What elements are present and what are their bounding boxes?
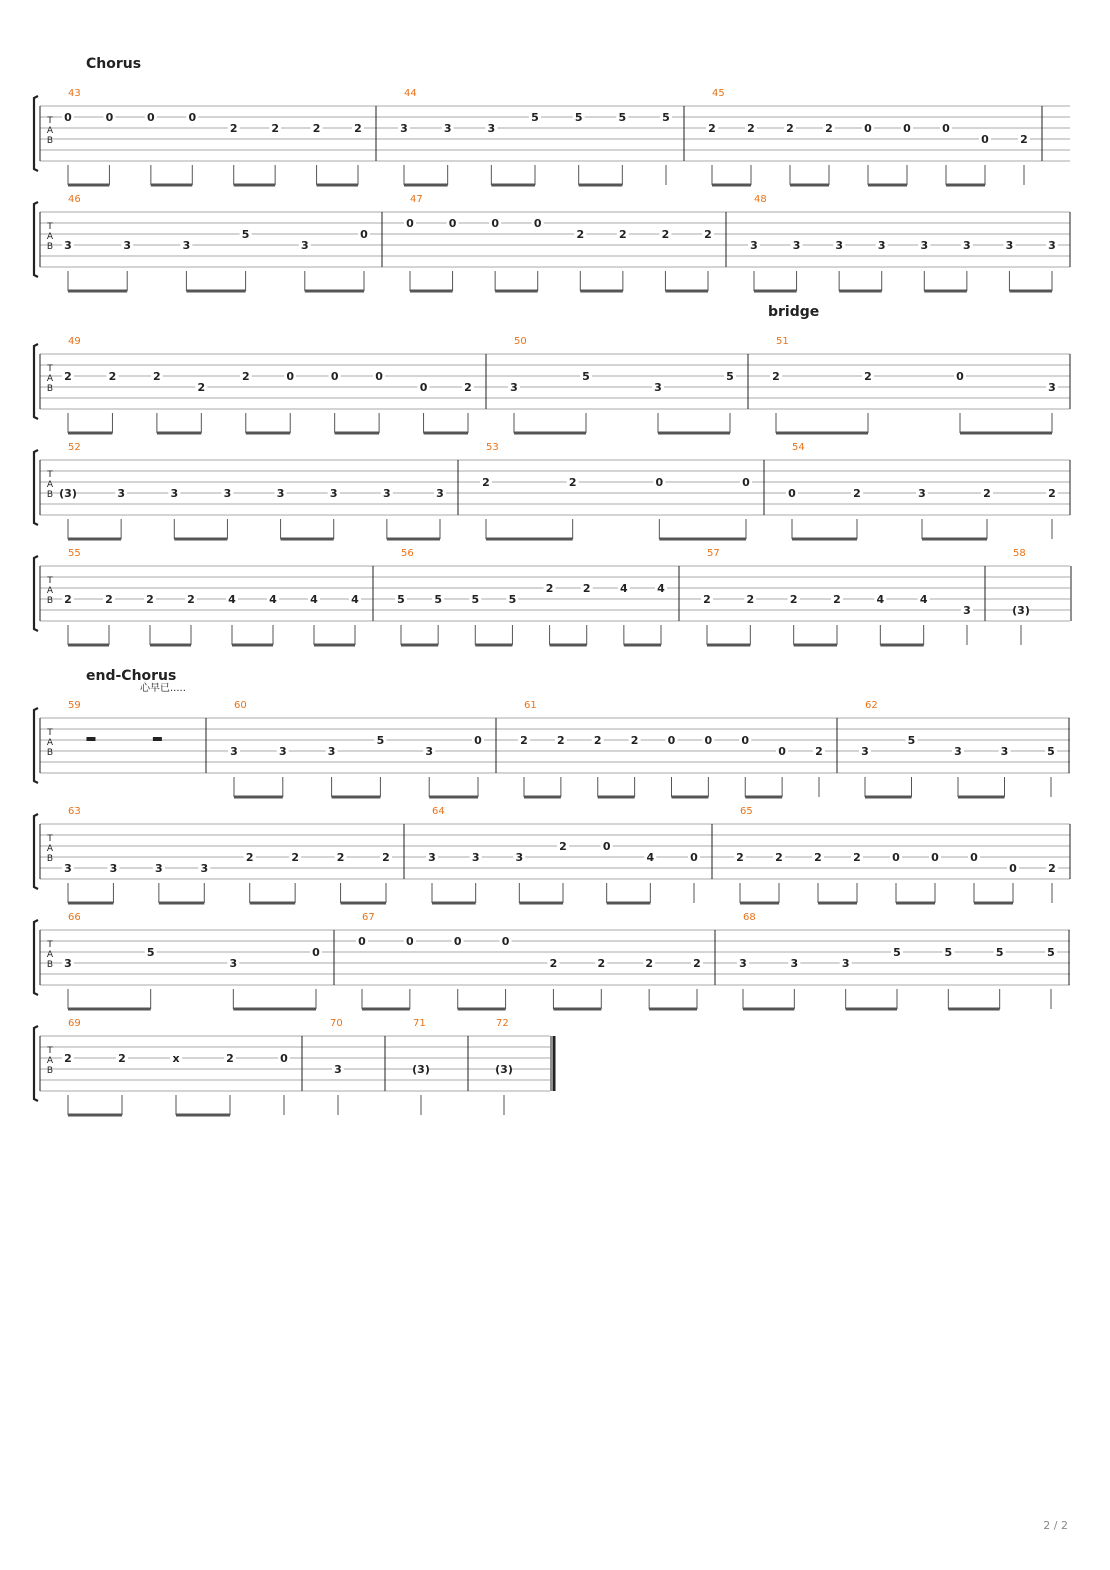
- fret-number: 5: [434, 593, 442, 606]
- fret-number: 2: [545, 582, 554, 595]
- fret-number: 2: [593, 734, 602, 747]
- fret-number: 0: [286, 370, 295, 383]
- fret-number: 2: [291, 851, 299, 864]
- fret-number: (3): [412, 1063, 430, 1076]
- fret-number: 0: [280, 1052, 288, 1065]
- fret-number: 2: [789, 593, 798, 606]
- fret-number: 4: [876, 593, 885, 606]
- fret-number: 3: [954, 745, 962, 758]
- fret-number: 0: [892, 851, 900, 864]
- fret-number: 0: [406, 217, 414, 230]
- fret-number: 2: [464, 381, 472, 394]
- fret-number: 3: [1005, 239, 1014, 252]
- fret-number: 2: [815, 745, 823, 758]
- fret-number: 2: [1048, 862, 1056, 875]
- fret-number: 0: [375, 370, 383, 383]
- measure-number: 43: [68, 88, 81, 99]
- fret-number: 2: [772, 370, 780, 383]
- fret-number: 0: [312, 946, 320, 959]
- fret-number: 2: [1020, 133, 1028, 146]
- measure-number: 55: [68, 548, 81, 559]
- fret-number: 3: [654, 381, 662, 394]
- fret-number: 3: [383, 487, 391, 500]
- tab-system: [34, 806, 1070, 903]
- fret-number: 5: [618, 111, 627, 124]
- fret-number: 2: [271, 122, 279, 135]
- fret-number: 0: [778, 745, 786, 758]
- fret-number: 2: [482, 476, 490, 489]
- fret-number: 3: [1048, 239, 1056, 252]
- system-bracket: [34, 1026, 38, 1101]
- fret-number: 3: [471, 851, 480, 864]
- tab-clef-letter: B: [46, 596, 54, 606]
- fret-number: 5: [995, 946, 1004, 959]
- fret-number: 2: [354, 122, 362, 135]
- measure-number: 67: [362, 912, 375, 923]
- measure-number: 52: [68, 442, 81, 453]
- fret-number: 0: [147, 111, 155, 124]
- fret-number: 0: [788, 487, 796, 500]
- fret-number: 3: [400, 122, 408, 135]
- fret-number: 2: [645, 957, 653, 970]
- measure-number: 70: [330, 1018, 343, 1029]
- tab-clef-letter: B: [46, 748, 54, 758]
- fret-number: 5: [1047, 946, 1055, 959]
- tab-clef-letter: B: [46, 1066, 54, 1076]
- fret-number: 0: [105, 111, 114, 124]
- fret-number: 5: [241, 228, 250, 241]
- fret-number: 3: [278, 745, 287, 758]
- fret-number: 2: [153, 370, 161, 383]
- fret-number: 0: [358, 935, 366, 948]
- tab-clef-letter: T: [47, 834, 53, 844]
- measure-number: 72: [496, 1018, 509, 1029]
- page-number: 2 / 2: [1043, 1519, 1068, 1532]
- fret-number: 2: [520, 734, 528, 747]
- fret-number: 2: [853, 487, 861, 500]
- fret-number: 3: [109, 862, 118, 875]
- section-label: Chorus: [86, 56, 142, 72]
- measure-number: 69: [68, 1018, 81, 1029]
- fret-number: 5: [574, 111, 583, 124]
- fret-number: 0: [742, 476, 750, 489]
- measure-number: 50: [514, 336, 527, 347]
- fret-number: 2: [736, 851, 744, 864]
- fret-number: 0: [491, 217, 499, 230]
- fret-number: 0: [474, 734, 482, 747]
- fret-number: 2: [703, 593, 711, 606]
- fret-number: 5: [907, 734, 916, 747]
- fret-number: 2: [833, 593, 841, 606]
- tab-system: [34, 700, 1070, 797]
- tab-clef-letter: B: [46, 136, 54, 146]
- measure-number: 51: [776, 336, 789, 347]
- fret-number: 2: [64, 370, 72, 383]
- system-bracket: [34, 344, 38, 419]
- fret-number: 4: [269, 593, 277, 606]
- tab-clef-letter: A: [46, 126, 54, 136]
- fret-number: 3: [276, 487, 285, 500]
- fret-number: 3: [443, 122, 452, 135]
- fret-number: 3: [510, 381, 518, 394]
- fret-number: 2: [382, 851, 390, 864]
- tab-clef-letter: T: [47, 116, 53, 126]
- system-bracket: [34, 708, 38, 783]
- fret-number: 0: [942, 122, 950, 135]
- fret-number: 3: [920, 239, 929, 252]
- fret-number: 3: [963, 604, 971, 617]
- fret-number: 3: [790, 957, 799, 970]
- fret-number: (3): [59, 487, 77, 500]
- fret-number: 0: [970, 851, 978, 864]
- fret-number: 3: [229, 957, 238, 970]
- fret-number: 4: [351, 593, 359, 606]
- fret-number: 0: [501, 935, 510, 948]
- fret-number: 3: [487, 122, 496, 135]
- fret-number: 0: [741, 734, 750, 747]
- fret-number: 2: [576, 228, 585, 241]
- system-bracket: [34, 814, 38, 889]
- measure-number: 44: [404, 88, 417, 99]
- fret-number: 3: [64, 862, 72, 875]
- fret-number: 2: [557, 734, 565, 747]
- fret-number: 2: [630, 734, 639, 747]
- fret-number: 5: [531, 111, 539, 124]
- measure-number: 54: [792, 442, 805, 453]
- system-bracket: [34, 556, 38, 631]
- fret-number: 2: [853, 851, 861, 864]
- fret-number: 0: [864, 122, 872, 135]
- fret-number: 0: [981, 133, 989, 146]
- fret-number: 3: [300, 239, 309, 252]
- fret-number: 2: [241, 370, 250, 383]
- fret-number: 4: [646, 851, 655, 864]
- fret-number: 3: [200, 862, 209, 875]
- fret-number: 3: [436, 487, 444, 500]
- fret-number: 2: [312, 122, 321, 135]
- fret-number: 3: [877, 239, 886, 252]
- tab-clef-letter: T: [47, 576, 53, 586]
- lyric-text: 心早已.....: [140, 683, 186, 694]
- fret-number: 4: [919, 593, 928, 606]
- fret-number: 0: [956, 370, 964, 383]
- fret-number: 0: [655, 476, 664, 489]
- fret-number: 4: [620, 582, 628, 595]
- fret-number: 3: [123, 239, 132, 252]
- fret-number: 3: [334, 1063, 342, 1076]
- fret-number: (3): [495, 1063, 513, 1076]
- tab-clef-letter: T: [47, 940, 53, 950]
- fret-number: 2: [747, 122, 755, 135]
- fret-number: 3: [835, 239, 843, 252]
- tab-clef-letter: A: [46, 374, 54, 384]
- tab-clef-letter: B: [46, 242, 54, 252]
- fret-number: 4: [228, 593, 236, 606]
- tab-clef-letter: T: [47, 364, 53, 374]
- fret-number: 2: [775, 851, 783, 864]
- fret-number: 2: [549, 957, 558, 970]
- fret-number: 0: [667, 734, 676, 747]
- tab-clef-letter: T: [47, 470, 53, 480]
- fret-number: 2: [559, 840, 567, 853]
- fret-number: 3: [792, 239, 801, 252]
- fret-number: 2: [336, 851, 345, 864]
- fret-number: 5: [944, 946, 953, 959]
- tab-system: [34, 194, 1070, 291]
- fret-number: 0: [453, 935, 462, 948]
- fret-number: 2: [983, 487, 991, 500]
- section-label: end-Chorus: [86, 668, 177, 684]
- fret-number: 5: [397, 593, 405, 606]
- measure-number: 56: [401, 548, 414, 559]
- fret-number: 0: [704, 734, 713, 747]
- measure-number: 58: [1013, 548, 1026, 559]
- fret-number: 3: [223, 487, 232, 500]
- rest-symbol: [86, 737, 95, 741]
- fret-number: 3: [182, 239, 191, 252]
- fret-number: 2: [746, 593, 755, 606]
- measure-number: 71: [413, 1018, 426, 1029]
- tab-clef-letter: T: [47, 728, 53, 738]
- fret-number: 3: [64, 957, 72, 970]
- fret-number: 2: [64, 593, 72, 606]
- fret-number: 3: [428, 851, 436, 864]
- fret-number: 5: [662, 111, 670, 124]
- fret-number: 2: [226, 1052, 234, 1065]
- fret-number: 2: [1048, 487, 1056, 500]
- fret-number: 0: [903, 122, 911, 135]
- fret-number: 2: [708, 122, 716, 135]
- measure-number: 62: [865, 700, 878, 711]
- measure-number: 46: [68, 194, 81, 205]
- fret-number: 2: [864, 370, 872, 383]
- fret-number: 2: [229, 122, 238, 135]
- fret-number: 5: [376, 734, 385, 747]
- fret-number: 2: [146, 593, 154, 606]
- fret-number: 0: [533, 217, 542, 230]
- fret-number: 3: [750, 239, 758, 252]
- fret-number: 2: [108, 370, 117, 383]
- fret-number: 3: [918, 487, 926, 500]
- fret-number: 0: [419, 381, 428, 394]
- tab-clef-letter: A: [46, 844, 54, 854]
- fret-number: 3: [117, 487, 125, 500]
- fret-number: 0: [406, 935, 414, 948]
- measure-number: 53: [486, 442, 499, 453]
- fret-number: 2: [568, 476, 577, 489]
- fret-number: 2: [245, 851, 254, 864]
- measure-number: 61: [524, 700, 537, 711]
- measure-number: 48: [754, 194, 767, 205]
- fret-number: 0: [690, 851, 698, 864]
- fret-number: 2: [64, 1052, 72, 1065]
- fret-number: 0: [64, 111, 72, 124]
- fret-number: 3: [1000, 745, 1009, 758]
- tab-clef-letter: A: [46, 950, 54, 960]
- tab-system: [34, 1018, 554, 1115]
- tab-clef-letter: B: [46, 384, 54, 394]
- fret-number: 2: [105, 593, 113, 606]
- fret-number: 3: [230, 745, 238, 758]
- fret-number: 3: [155, 862, 163, 875]
- fret-number: 0: [188, 111, 197, 124]
- measure-number: 66: [68, 912, 81, 923]
- fret-number: 3: [739, 957, 747, 970]
- fret-number: 2: [619, 228, 627, 241]
- fret-number: 5: [1047, 745, 1055, 758]
- tab-clef-letter: B: [46, 490, 54, 500]
- measure-number: 47: [410, 194, 423, 205]
- measure-number: 64: [432, 806, 445, 817]
- fret-number: 2: [582, 582, 591, 595]
- rest-symbol: [153, 737, 162, 741]
- fret-number: 3: [861, 745, 869, 758]
- fret-number: 2: [786, 122, 794, 135]
- fret-number: 5: [471, 593, 480, 606]
- fret-number: 0: [931, 851, 939, 864]
- fret-number: 3: [64, 239, 72, 252]
- fret-number: (3): [1012, 604, 1030, 617]
- fret-number: 2: [693, 957, 701, 970]
- tab-clef-letter: A: [46, 586, 54, 596]
- tab-system: [34, 336, 1070, 433]
- measure-number: 49: [68, 336, 81, 347]
- tab-clef-letter: T: [47, 222, 53, 232]
- system-bracket: [34, 202, 38, 277]
- fret-number: x: [172, 1052, 180, 1065]
- tab-clef-letter: A: [46, 1056, 54, 1066]
- fret-number: 0: [360, 228, 368, 241]
- measure-number: 45: [712, 88, 725, 99]
- tab-clef-letter: A: [46, 480, 54, 490]
- fret-number: 5: [726, 370, 734, 383]
- fret-number: 5: [582, 370, 590, 383]
- fret-number: 0: [448, 217, 457, 230]
- fret-number: 2: [118, 1052, 126, 1065]
- system-bracket: [34, 920, 38, 995]
- fret-number: 5: [893, 946, 901, 959]
- system-bracket: [34, 450, 38, 525]
- fret-number: 2: [187, 593, 195, 606]
- fret-number: 4: [310, 593, 318, 606]
- fret-number: 0: [602, 840, 611, 853]
- fret-number: 3: [425, 745, 434, 758]
- fret-number: 3: [515, 851, 524, 864]
- tab-clef-letter: T: [47, 1046, 53, 1056]
- fret-number: 3: [841, 957, 850, 970]
- fret-number: 0: [330, 370, 339, 383]
- measure-number: 60: [234, 700, 247, 711]
- fret-number: 3: [170, 487, 179, 500]
- fret-number: 2: [704, 228, 712, 241]
- system-bracket: [34, 96, 38, 171]
- tab-clef-letter: A: [46, 232, 54, 242]
- section-label: bridge: [768, 304, 820, 320]
- measure-number: 63: [68, 806, 81, 817]
- measure-number: 57: [707, 548, 720, 559]
- fret-number: 2: [814, 851, 822, 864]
- fret-number: 0: [1009, 862, 1017, 875]
- fret-number: 3: [1048, 381, 1056, 394]
- fret-number: 3: [329, 487, 338, 500]
- tab-system: [34, 912, 1070, 1009]
- fret-number: 5: [146, 946, 155, 959]
- tab-system: [34, 442, 1070, 539]
- fret-number: 2: [825, 122, 833, 135]
- tab-clef-letter: A: [46, 738, 54, 748]
- fret-number: 2: [197, 381, 206, 394]
- fret-number: 5: [508, 593, 517, 606]
- fret-number: 4: [657, 582, 665, 595]
- measure-number: 59: [68, 700, 81, 711]
- tab-system: [34, 88, 1070, 185]
- measure-number: 65: [740, 806, 753, 817]
- fret-number: 3: [327, 745, 336, 758]
- fret-number: 2: [597, 957, 606, 970]
- tab-clef-letter: B: [46, 960, 54, 970]
- fret-number: 2: [661, 228, 670, 241]
- fret-number: 3: [963, 239, 971, 252]
- tab-system: [34, 548, 1071, 645]
- measure-number: 68: [743, 912, 756, 923]
- tab-clef-letter: B: [46, 854, 54, 864]
